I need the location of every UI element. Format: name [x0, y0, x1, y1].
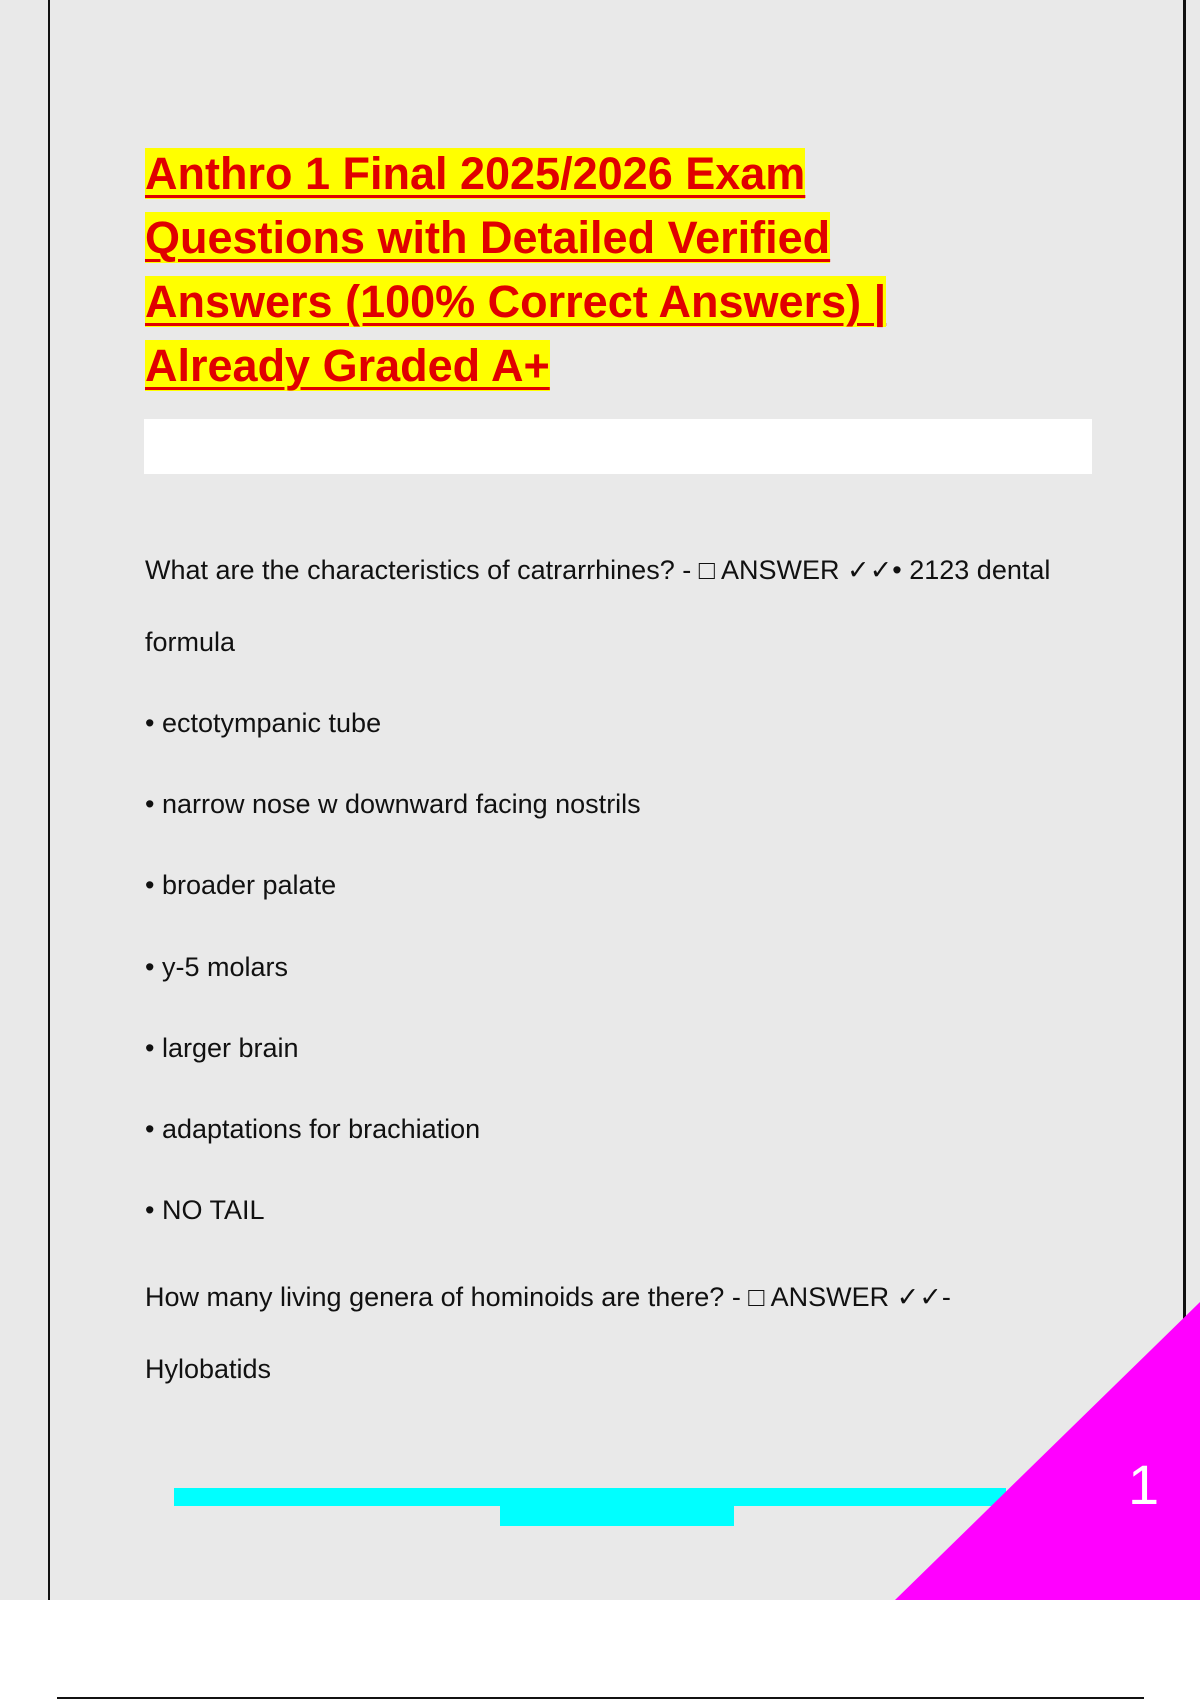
document-title: [145, 142, 1025, 398]
question-line: How many living genera of hominoids are there? - □ ANSWER ✓✓-: [145, 1282, 951, 1312]
list-item: • NO TAIL: [145, 1195, 265, 1225]
page-number: 1: [1128, 1453, 1160, 1516]
list-item: • larger brain: [145, 1033, 299, 1063]
answer-line: formula: [145, 627, 236, 657]
page-border-left: [48, 0, 50, 1600]
answer-line: Hylobatids: [145, 1354, 272, 1384]
question-line: What are the characteristics of catrarrhines? - □ ANSWER ✓✓• 2123 dental: [145, 555, 1051, 585]
list-item: • broader palate: [145, 870, 337, 900]
list-item: • ectotympanic tube: [145, 708, 382, 738]
corner-triangle: [895, 1302, 1200, 1600]
footer-highlight-bar: [174, 1488, 1006, 1506]
list-item: • y-5 molars: [145, 952, 288, 982]
title-line-1: Anthro 1 Final 2025/2026 Exam: [145, 148, 806, 199]
title-line-3: Answers (100% Correct Answers) |: [145, 276, 887, 327]
blank-white-bar: [144, 419, 1092, 474]
footer-highlight-bar: [500, 1506, 734, 1526]
title-line-2: Questions with Detailed Verified: [145, 212, 831, 263]
title-line-4: Already Graded A+: [145, 340, 550, 391]
list-item: • narrow nose w downward facing nostrils: [145, 789, 641, 819]
list-item: • adaptations for brachiation: [145, 1114, 481, 1144]
bottom-rule: [57, 1697, 1144, 1699]
